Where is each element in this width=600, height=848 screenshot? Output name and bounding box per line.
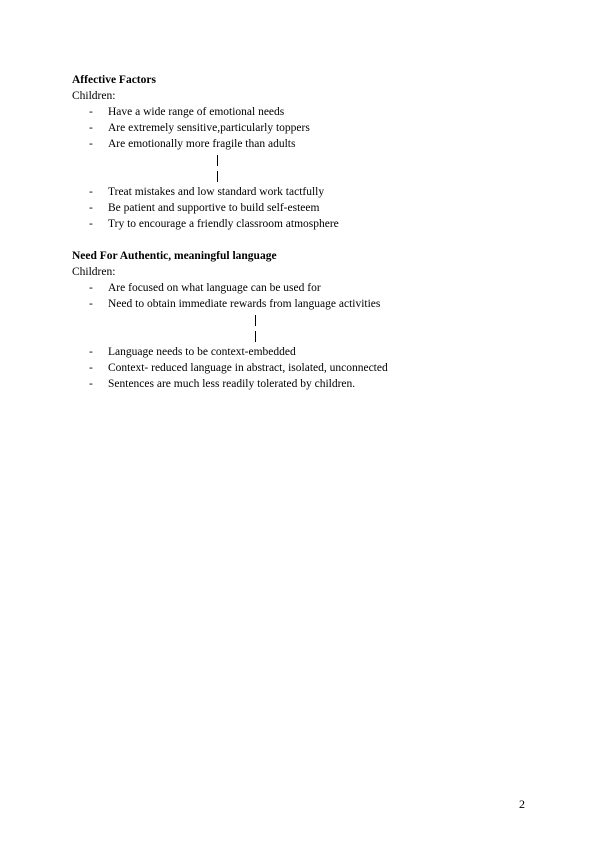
list-item — [72, 104, 532, 120]
bullet-dash: - — [89, 298, 93, 310]
list-item-text: Try to encourage a friendly classroom atmosphere — [108, 218, 339, 230]
list-item-text: Context- reduced language in abstract, isolated, unconnected — [108, 362, 388, 374]
bullet-dash: - — [89, 106, 93, 118]
bullet-dash: - — [89, 186, 93, 198]
bullet-dash: - — [89, 218, 93, 230]
section-intro: Children: — [72, 266, 116, 278]
list-item-text: Language needs to be context-embedded — [108, 346, 296, 358]
section-authentic-language — [72, 248, 532, 392]
bullet-dash: - — [89, 282, 93, 294]
list-item — [72, 376, 532, 392]
bullet-dash: - — [89, 378, 93, 390]
list-item — [72, 280, 532, 296]
bullet-list — [72, 184, 532, 232]
vertical-connector — [72, 152, 532, 184]
list-item — [72, 360, 532, 376]
list-item-text: Sentences are much less readily tolerated by children. — [108, 378, 356, 390]
list-item — [72, 296, 532, 312]
connector-bar — [217, 171, 218, 182]
list-item-text: Are emotionally more fragile than adults — [108, 138, 296, 150]
list-item-text: Are focused on what language can be used for — [108, 282, 321, 294]
list-item — [72, 120, 532, 136]
section-affective-factors — [72, 72, 532, 232]
page-number: 2 — [519, 797, 525, 811]
bullet-dash: - — [89, 122, 93, 134]
list-item-text: Need to obtain immediate rewards from language activities — [108, 298, 381, 310]
section-intro: Children: — [72, 90, 116, 102]
connector-bar — [217, 155, 218, 166]
connector-bar — [255, 331, 256, 342]
vertical-connector — [72, 312, 532, 344]
list-item-text: Treat mistakes and low standard work tactfully — [108, 186, 325, 198]
bullet-list — [72, 280, 532, 312]
bullet-dash: - — [89, 346, 93, 358]
bullet-dash: - — [89, 202, 93, 214]
bullet-list — [72, 344, 532, 392]
list-item — [72, 200, 532, 216]
list-item — [72, 216, 532, 232]
list-item — [72, 344, 532, 360]
list-item-text: Be patient and supportive to build self-esteem — [108, 202, 320, 214]
bullet-dash: - — [89, 138, 93, 150]
list-item-text: Are extremely sensitive,particularly toppers — [108, 122, 310, 134]
list-item — [72, 136, 532, 152]
bullet-dash: - — [89, 362, 93, 374]
list-item — [72, 184, 532, 200]
section-heading: Need For Authentic, meaningful language — [72, 250, 277, 262]
connector-bar — [255, 315, 256, 326]
section-heading: Affective Factors — [72, 74, 156, 86]
list-item-text: Have a wide range of emotional needs — [108, 106, 285, 118]
bullet-list — [72, 104, 532, 152]
